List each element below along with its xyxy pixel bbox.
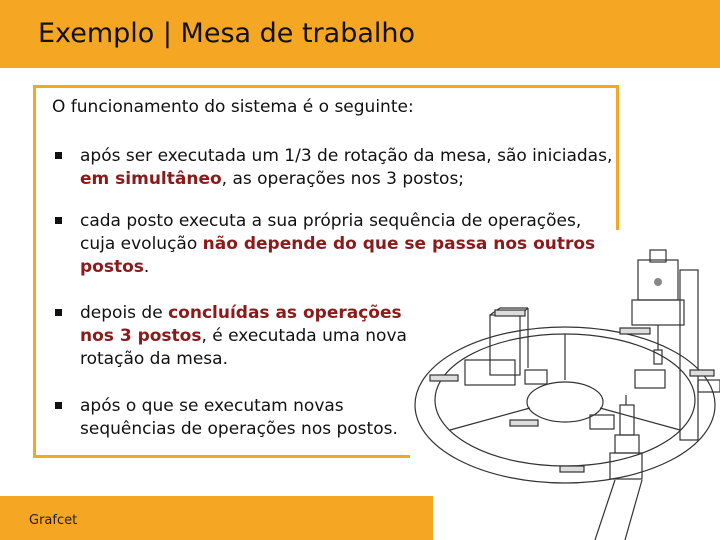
bullet-3-text: depois de xyxy=(80,303,169,323)
bullet-square-icon xyxy=(55,152,62,159)
bullet-1-text: após ser executada um 1/3 de rotação da mesa, são iniciadas, xyxy=(80,146,613,166)
bullet-square-icon xyxy=(55,217,62,224)
bullet-item-1 xyxy=(55,145,615,191)
bullet-item-4 xyxy=(55,395,415,441)
bullet-1-text-end: , as operações nos 3 postos; xyxy=(221,169,465,189)
bullet-2-text: cada posto executa a sua própria sequência de operações, cuja evolução xyxy=(80,211,582,254)
bullet-3-text-end: , é executada uma nova rotação da mesa. xyxy=(80,326,407,369)
intro-text: O funcionamento do sistema é o seguinte: xyxy=(52,97,414,117)
bullet-2-text-end: . xyxy=(143,257,150,277)
bullet-3-highlight: concluídas as operações nos 3 postos xyxy=(80,303,402,346)
bullet-square-icon xyxy=(55,402,62,409)
bullet-2-highlight: não depende do que se passa nos outros postos xyxy=(80,234,596,277)
bullet-square-icon xyxy=(55,309,62,316)
bullet-1-highlight: em simultâneo xyxy=(80,169,222,189)
bullet-item-2 xyxy=(55,210,615,279)
bullet-4-text: após o que se executam novas sequências de operações nos postos. xyxy=(80,396,398,439)
bullet-item-3 xyxy=(55,302,415,371)
slide-title: Exemplo | Mesa de trabalho xyxy=(38,18,416,49)
footer-label: Grafcet xyxy=(29,513,78,528)
